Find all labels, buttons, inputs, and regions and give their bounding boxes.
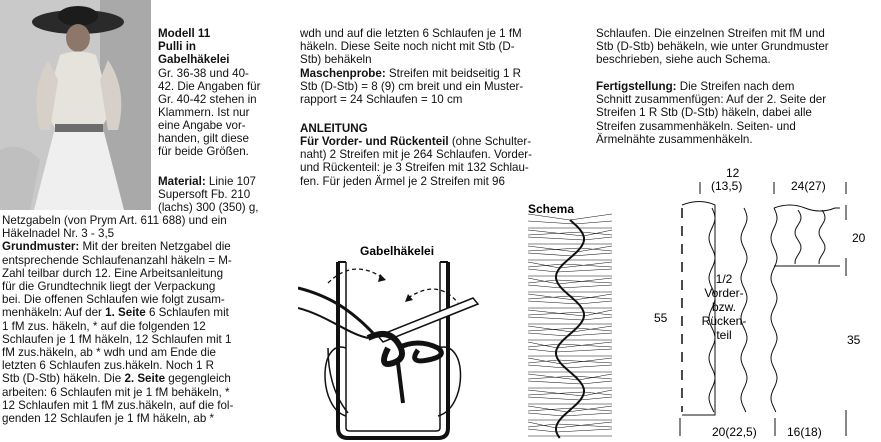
col1-text-2: Häkelnadel Nr. 3 - 3,5 xyxy=(2,227,115,241)
col3b-line-1 xyxy=(596,80,794,93)
size-line-1: Gr. 36-38 und 40- xyxy=(158,67,249,80)
col1-text-11: fM zus.häkeln, ab * wdh und am Ende die xyxy=(2,346,216,359)
col1-line-8 xyxy=(2,306,229,319)
col1-text-5: Zahl teilbar durch 12. Eine Arbeitsanleitung xyxy=(2,266,224,280)
col1-bold-3: Grundmuster: xyxy=(2,240,80,254)
gabel-title: Gabelhäkelei xyxy=(360,244,435,258)
col3-line-2 xyxy=(596,40,829,53)
col1-text-13: Stb (D-Stb) häkeln. Die xyxy=(2,372,125,386)
material-line-1 xyxy=(158,175,256,188)
col2-text-4: Streifen mit beidseitig 1 R xyxy=(385,66,522,80)
col3b-text-3: Streifen 1 R Stb (D-Stb) häkeln, dabei alle xyxy=(596,106,812,120)
size-line-5: eine Angabe vor- xyxy=(158,119,246,132)
gabel-figure xyxy=(298,238,508,442)
col1-line-10 xyxy=(2,333,231,346)
col3b-text-5: Ärmelnähte zusammenhäkeln. xyxy=(596,132,753,146)
col1-text-3: Mit der breiten Netzgabel die xyxy=(79,240,231,254)
part-label-5: teil xyxy=(716,328,732,342)
col3b-bold-1: Fertigstellung: xyxy=(596,80,677,93)
size-line-3: Gr. 40-42 stehen in xyxy=(158,93,257,106)
schema-figure xyxy=(520,200,620,442)
col3b-line-4 xyxy=(596,120,796,133)
col2b-line-3 xyxy=(300,161,529,174)
col3b-text-2: Schnitt zusammenfügen: Auf der 2. Seite der xyxy=(596,93,827,107)
col2b-bold-1: Für Vorder- und Rückenteil xyxy=(300,135,449,148)
col2b-text-1: (ohne Schulter- xyxy=(448,135,532,148)
col2-text-2: häkeln. Diese Seite noch nicht mit Stb (D- xyxy=(300,40,515,54)
dim-12: 12 xyxy=(726,166,740,180)
col1-line-14 xyxy=(2,386,230,399)
fork-frame-inner xyxy=(346,262,440,431)
col2-text-5: Stb (D-Stb) = 8 (9) cm breit und ein Muster- xyxy=(300,79,524,93)
size-line-7: für beide Größen. xyxy=(158,145,249,158)
col1-text-13: gegengleich xyxy=(165,372,231,386)
material-line-3: (lachs) 300 (350) g, xyxy=(158,201,259,214)
col1-line-5 xyxy=(2,267,223,280)
model-title-2: Pulli in xyxy=(158,40,197,53)
size-line-2: 42. Die Angaben für xyxy=(158,80,261,93)
schema-title: Schema xyxy=(528,202,575,216)
dim-35: 35 xyxy=(847,333,861,347)
col1-line-1 xyxy=(2,214,227,227)
col1-text-1: Netzgabeln (von Prym Art. 611 688) und ein xyxy=(2,214,227,227)
col3-text-3: beschrieben, siehe auch Schema. xyxy=(596,53,771,67)
col1-text-7: bei. Die offenen Schlaufen wie folgt zusam- xyxy=(2,293,225,307)
material-line-2: Supersoft Fb. 210 xyxy=(158,188,251,201)
col2-text-1: wdh und auf die letzten 6 Schlaufen je 1 fM xyxy=(300,27,522,40)
anleitung-heading: ANLEITUNG xyxy=(300,122,368,135)
col1-text-10: Schlaufen je 1 fM häkeln, 12 Schlaufen mit 1 xyxy=(2,332,232,346)
dim-20-22-5: 20(22,5) xyxy=(712,425,757,439)
col2b-line-2 xyxy=(300,148,532,161)
col1-line-7 xyxy=(2,293,225,306)
col2-line-2 xyxy=(300,40,515,53)
model-title-3: Gabelhäkelei xyxy=(158,53,230,66)
col3-text-2: Stb (D-Stb) behäkeln, wie unter Grundmuster xyxy=(596,40,829,54)
col3b-line-2 xyxy=(596,93,826,106)
col3b-line-5 xyxy=(596,133,753,146)
col1-line-9 xyxy=(2,320,206,333)
pattern-schematic xyxy=(640,160,881,442)
col2b-text-2: naht) 2 Streifen mit je 264 Schlaufen. Vorder- xyxy=(300,148,533,162)
col1-text-16: genden 12 Schlaufen je 1 fM häkeln, ab * xyxy=(2,412,215,425)
dim-55: 55 xyxy=(654,311,668,325)
col1-line-6 xyxy=(2,280,215,293)
col1-bold-13: 2. Seite xyxy=(124,372,166,386)
part-label-4: Rücken- xyxy=(701,314,747,328)
model-title-1: Modell 11 xyxy=(158,27,211,40)
col2b-line-1 xyxy=(300,135,531,148)
size-line-6: handen, gilt diese xyxy=(158,132,249,145)
col2-text-6: rapport = 24 Schlaufen = 10 cm xyxy=(300,93,463,106)
col1-line-16 xyxy=(2,412,214,425)
col1-text-6: für die Grundtechnik liegt der Verpackung xyxy=(2,280,216,293)
col3b-text-4: Streifen zusammenhäkeln. Seiten- und xyxy=(596,119,796,133)
col2-line-6 xyxy=(300,93,462,106)
fork-frame-outer xyxy=(338,262,448,438)
col1-line-2 xyxy=(2,227,114,240)
col2-bold-4: Maschenprobe: xyxy=(300,66,386,80)
model-photo-illustration xyxy=(0,0,151,210)
col2-line-3 xyxy=(300,53,372,66)
dim-13-5: (13,5) xyxy=(711,179,743,193)
col2-line-1 xyxy=(300,27,522,40)
col2-text-3: Stb) behäkeln xyxy=(300,53,372,67)
col1-line-12 xyxy=(2,359,214,372)
col3b-text-1: Die Streifen nach dem xyxy=(676,80,795,93)
col1-text-8: menhäkeln: Auf der xyxy=(2,306,106,320)
col2b-text-3: und Rückenteil: je 3 Streifen mit 132 Schlau- xyxy=(300,161,529,175)
col3-line-1 xyxy=(596,27,825,40)
col3-text-1: Schlaufen. Die einzelnen Streifen mit fM und xyxy=(596,27,825,40)
model-photo xyxy=(0,0,151,210)
col1-text-12: letzten 6 Schlaufen zus.häkeln. Noch 1 R xyxy=(2,359,215,373)
col1-line-4 xyxy=(2,254,232,267)
dim-20-right: 20 xyxy=(852,231,866,245)
col3-line-3 xyxy=(596,53,771,66)
col2b-text-4: fen. Für jeden Ärmel je 2 Streifen mit 96 xyxy=(300,174,505,188)
col1-bold-8: 1. Seite xyxy=(105,306,146,320)
col3b-line-3 xyxy=(596,106,812,119)
part-label-2: Vorder- xyxy=(704,286,744,300)
dim-16-18: 16(18) xyxy=(787,425,822,439)
col1-text-9: 1 fM zus. häkeln, * auf die folgenden 12 xyxy=(2,319,206,333)
col1-text-14: arbeiten: 6 Schlaufen mit je 1 fM behäkeln, * xyxy=(2,385,230,399)
col1-line-3 xyxy=(2,240,231,253)
dim-24-27: 24(27) xyxy=(791,179,826,193)
col1-line-15 xyxy=(2,399,233,412)
col1-line-13 xyxy=(2,372,231,385)
col1-line-11 xyxy=(2,346,216,359)
col2-line-5 xyxy=(300,80,523,93)
col2-line-4 xyxy=(300,67,521,80)
material-label: Material: xyxy=(158,175,206,188)
part-label-1: 1/2 xyxy=(715,272,733,286)
col1-text-8: 6 Schlaufen mit xyxy=(145,306,229,320)
size-line-4: Klammern. Ist nur xyxy=(158,106,250,119)
part-label-3: bzw. xyxy=(711,300,737,314)
col1-text-15: 12 Schlaufen mit 1 fM zus.häkeln, auf die fol- xyxy=(2,398,234,412)
material-value: Linie 107 xyxy=(205,175,256,188)
col2b-line-4 xyxy=(300,175,505,188)
col1-text-4: entsprechende Schlaufenanzahl häkeln = M- xyxy=(2,253,232,267)
